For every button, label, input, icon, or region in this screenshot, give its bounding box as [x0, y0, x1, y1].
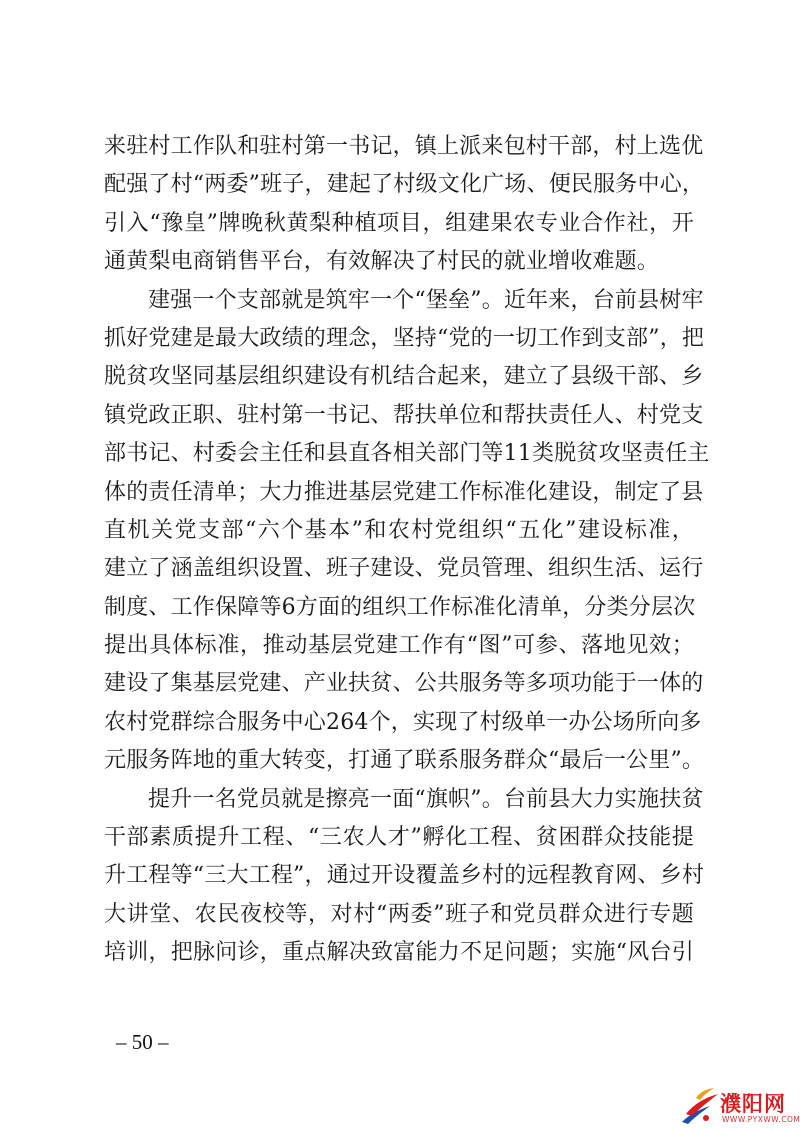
text-line: 脱贫攻坚同基层组织建设有机结合起来，建立了县级干部、乡 — [104, 364, 704, 390]
paragraph — [104, 128, 705, 282]
watermark-name: 濮阳网 — [720, 1092, 786, 1116]
watermark — [676, 1084, 800, 1130]
text-line: 提出具体标准，推动基层党建工作有“图”可参、落地见效； — [104, 633, 694, 659]
text-line: 镇党政正职、驻村第一书记、帮扶单位和帮扶责任人、村党支 — [104, 402, 704, 428]
text-line: 建强一个支部就是筑牢一个“堡垒”。近年来，台前县树牢 — [148, 287, 704, 313]
body-text — [104, 128, 710, 973]
paragraph — [104, 781, 705, 973]
text-line: 直机关党支部“六个基本”和农村党组织“五化”建设标准， — [104, 517, 694, 543]
text-line: 来驻村工作队和驻村第一书记，镇上派来包村干部，村上选优 — [104, 134, 704, 159]
text-line: 制度、工作保障等6方面的组织工作标准化清单，分类分层次 — [104, 594, 696, 620]
text-line: 建立了涵盖组织设置、班子建设、党员管理、组织生活、运行 — [104, 556, 704, 582]
text-line: 引入“豫皇”牌晚秋黄梨种植项目，组建果农专业合作社，开 — [104, 210, 694, 236]
text-line: 培训，把脉问诊，重点解决致富能力不足问题；实施“风台引 — [104, 940, 694, 966]
text-line: 提升一名党员就是擦亮一面“旗帜”。台前县大力实施扶贫 — [148, 786, 704, 812]
text-line: 抓好党建是最大政绩的理念，坚持“党的一切工作到支部”，把 — [104, 325, 705, 351]
text-line: 配强了村“两委”班子，建起了村级文化广场、便民服务中心， — [104, 172, 705, 198]
text-line: 建设了集基层党建、产业扶贫、公共服务等多项功能于一体的 — [104, 671, 704, 697]
page-number: – 50 – — [116, 1030, 169, 1054]
paragraph — [104, 282, 710, 781]
text-line: 农村党群综合服务中心264个，实现了村级单一办公场所向多 — [104, 709, 702, 735]
swirl-logo-icon — [676, 1084, 722, 1130]
text-line: 体的责任清单；大力推进基层党建工作标准化建设，制定了县 — [104, 479, 704, 505]
text-line: 元服务阵地的重大转变，打通了联系服务群众“最后一公里”。 — [104, 748, 705, 774]
text-line: 升工程等“三大工程”，通过开设覆盖乡村的远程教育网、乡村 — [104, 863, 705, 889]
watermark-url: WWW.PYXWW.COM — [722, 1115, 800, 1124]
text-line: 大讲堂、农民夜校等，对村“两委”班子和党员群众进行专题 — [104, 901, 694, 927]
text-line: 干部素质提升工程、“三农人才”孵化工程、贫困群众技能提 — [104, 825, 694, 851]
text-line: 通黄梨电商销售平台，有效解决了村民的就业增收难题。 — [104, 249, 660, 275]
text-line: 部书记、村委会主任和县直各相关部门等11类脱贫攻坚责任主 — [104, 441, 710, 467]
